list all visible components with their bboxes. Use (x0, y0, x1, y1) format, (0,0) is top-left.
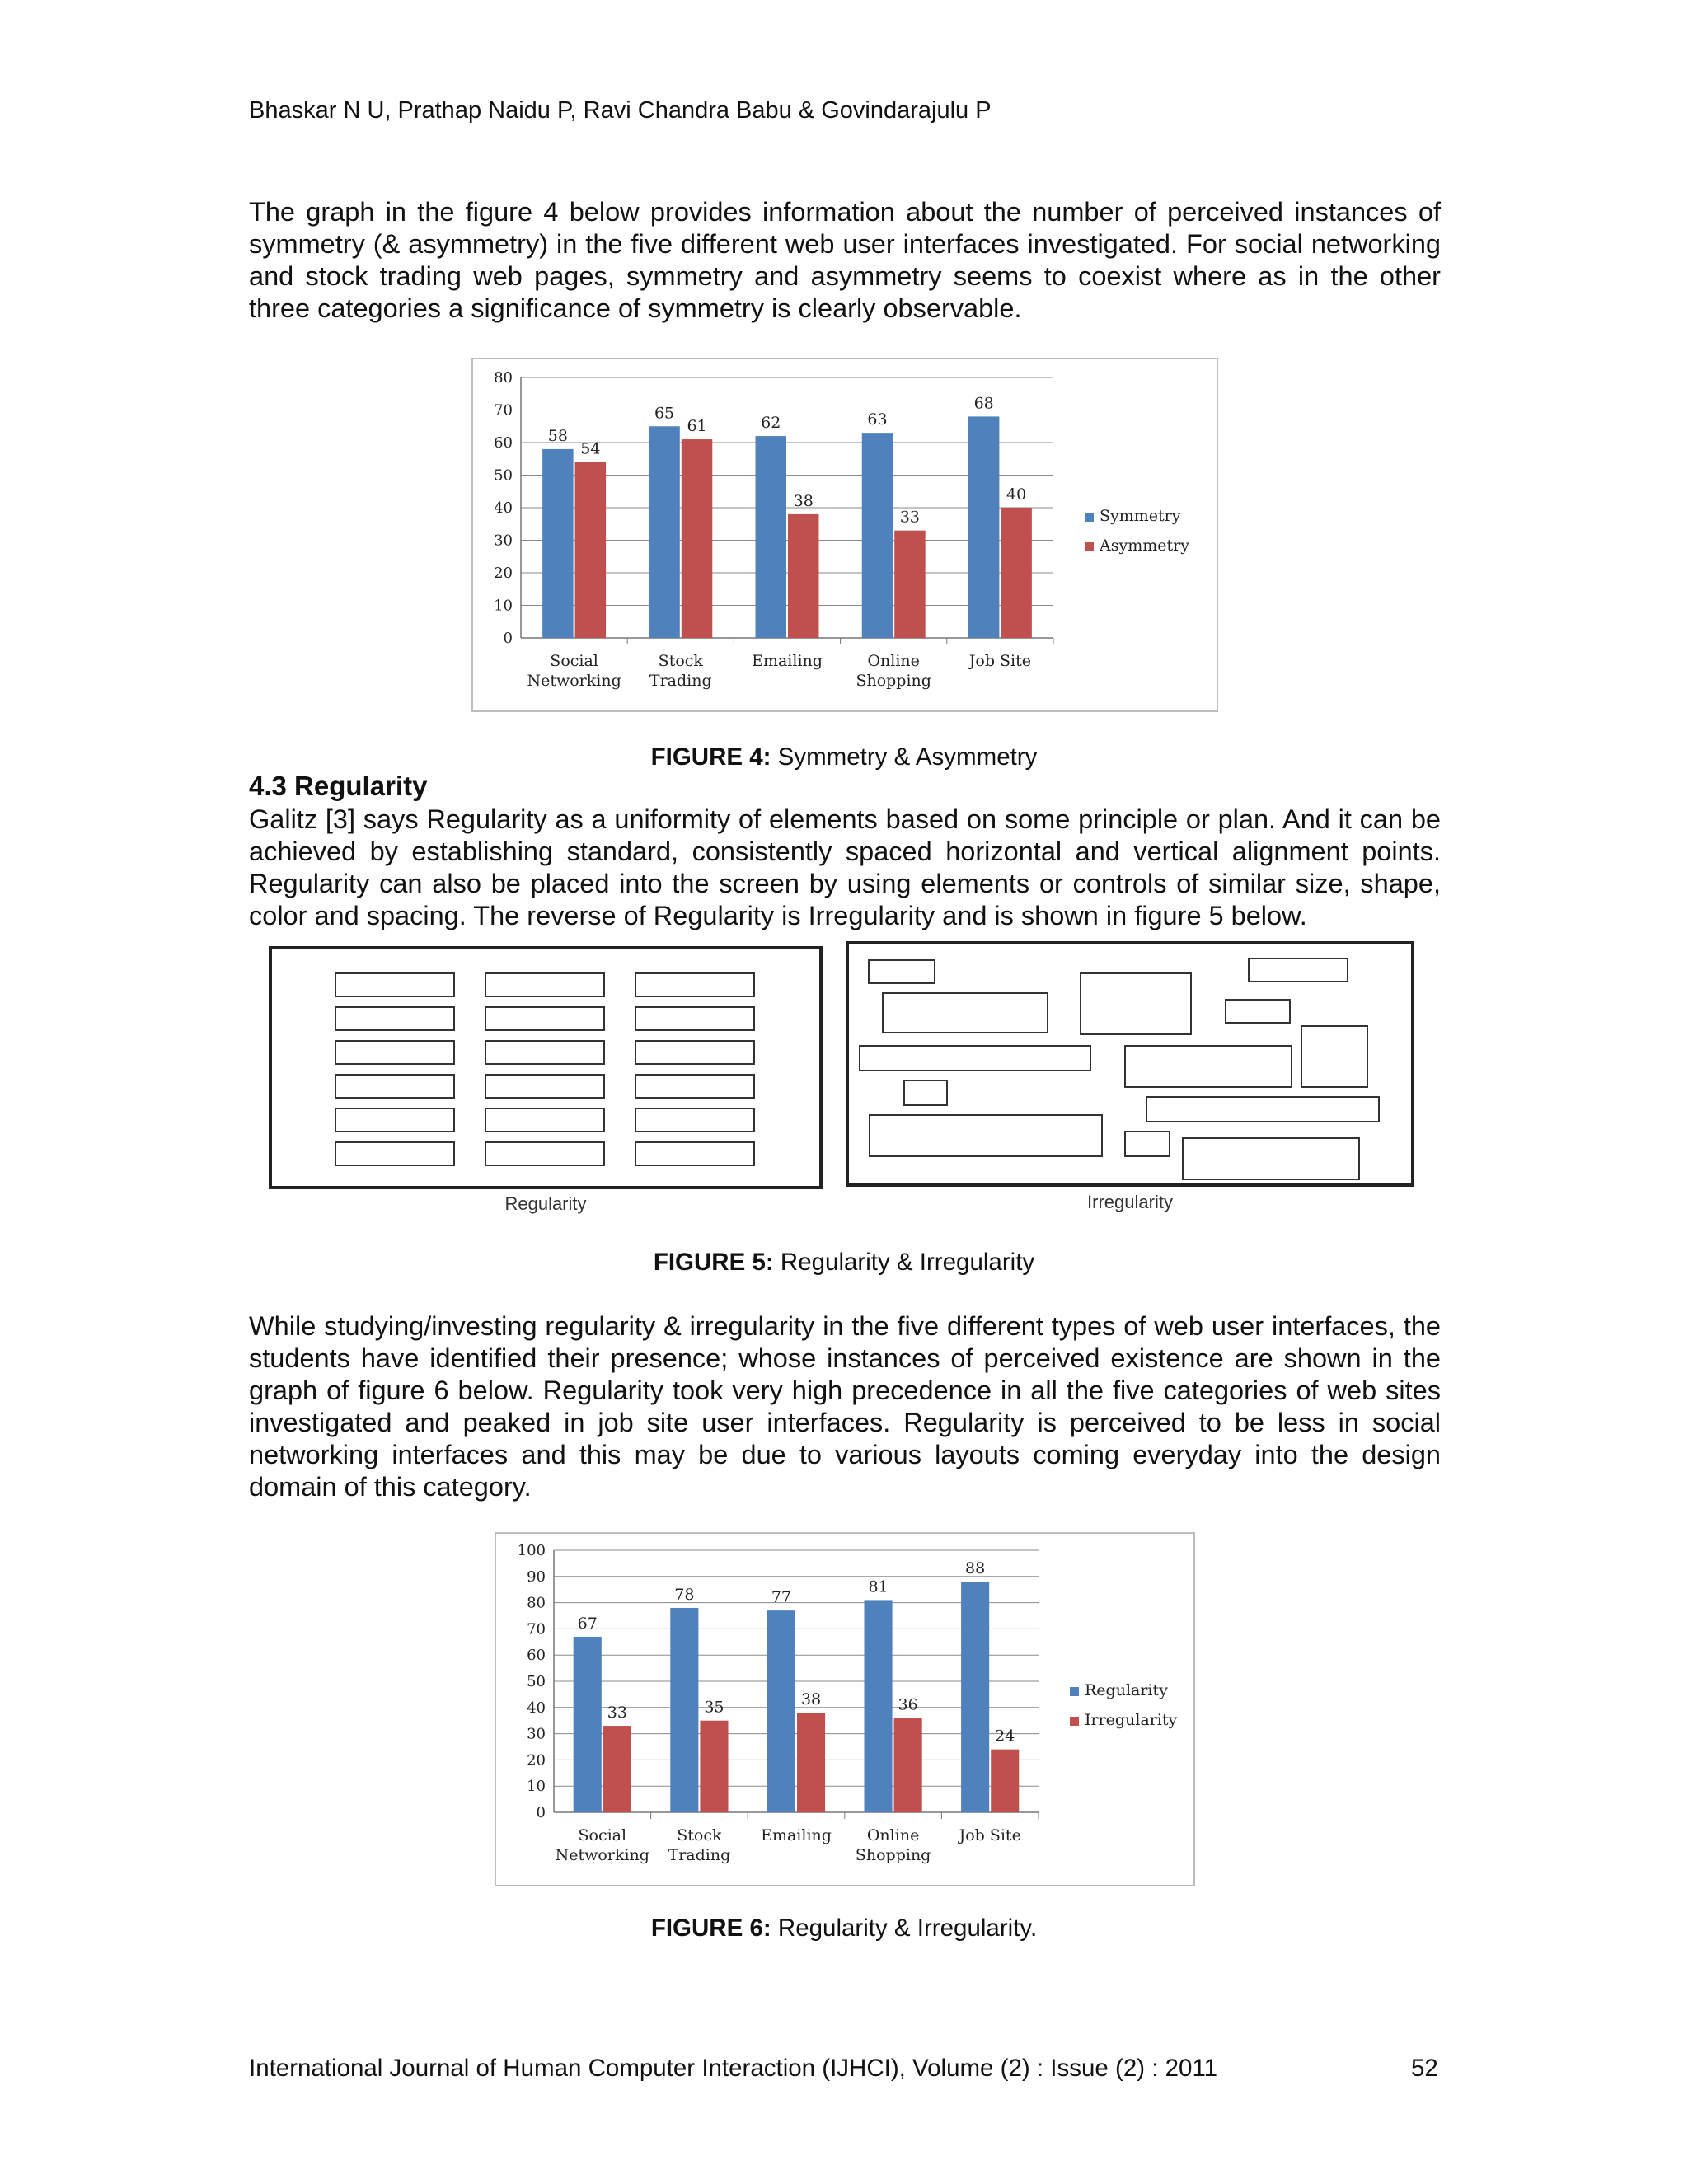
bar-regularity (670, 1608, 698, 1812)
regularity-layout-diagram (269, 946, 823, 1189)
irregularity-layout-diagram (846, 941, 1414, 1187)
irregular-block (1301, 1025, 1368, 1088)
x-tick-label: Social (578, 1826, 627, 1844)
y-tick-label: 60 (494, 434, 513, 452)
regular-block (635, 1108, 755, 1132)
bar-asymmetry (1001, 508, 1031, 638)
legend-swatch (1085, 542, 1094, 551)
legend-label: Asymmetry (1100, 537, 1189, 555)
data-label: 33 (899, 508, 921, 527)
regular-block (335, 1006, 455, 1031)
bar-symmetry (542, 449, 573, 638)
irregular-block (1248, 958, 1348, 982)
bar-symmetry (756, 436, 786, 638)
figure-6-caption (0, 1915, 1688, 1943)
x-tick-label: Emailing (752, 652, 823, 670)
legend-swatch (1070, 1687, 1079, 1696)
paragraph-figure6-intro: While studying/investing regularity & irregularity in the five different types of web user interfaces, the students have identified their presence; whose instances of perceived existence are shown in the graph of figure 6 below. Regularity took very high precedence in all the five categories of web sites investigated and peaked in job site user interfaces. Regularity is perceived to be less in social networking interfaces and this may be due to various layouts coming everyday into the design domain of this category. (249, 1311, 1441, 1502)
y-tick-label: 20 (494, 565, 513, 582)
legend-swatch (1085, 513, 1094, 522)
irregular-block (859, 1045, 1091, 1071)
figure-5-caption-text: Regularity & Irregularity (773, 1249, 1035, 1276)
bar-symmetry (968, 416, 999, 638)
legend-label: Regularity (1085, 1681, 1168, 1699)
irregular-block (868, 959, 935, 984)
figure-6-caption-label: FIGURE 6: (650, 1915, 771, 1942)
data-label: 62 (761, 414, 781, 433)
section-heading: 4.3 Regularity (249, 771, 428, 801)
y-tick-label: 40 (527, 1699, 546, 1717)
irregular-block (1225, 999, 1291, 1024)
x-tick-label: Shopping (856, 672, 931, 690)
bar-irregularity (991, 1750, 1019, 1812)
regular-block (635, 972, 755, 997)
data-label: 38 (800, 1690, 822, 1709)
regular-block (635, 1006, 755, 1031)
regular-block (485, 1108, 605, 1132)
irregular-block (1124, 1131, 1170, 1157)
x-tick-label: Shopping (855, 1846, 931, 1864)
y-tick-label: 40 (494, 499, 513, 517)
regular-block (485, 972, 605, 997)
bar-asymmetry (894, 531, 925, 638)
figure-4-caption-label: FIGURE 4: (650, 743, 771, 771)
figure-4-chart (471, 358, 1218, 712)
bar-symmetry (649, 426, 679, 638)
data-label: 24 (995, 1727, 1015, 1746)
irregular-block (869, 1114, 1103, 1157)
data-label: 40 (1006, 485, 1027, 504)
irregular-block (1182, 1137, 1360, 1180)
data-label: 33 (607, 1704, 627, 1722)
page-number: 52 (1411, 2055, 1438, 2082)
legend-label: Symmetry (1100, 507, 1181, 525)
data-label: 36 (898, 1695, 918, 1714)
regular-block (635, 1141, 755, 1166)
y-tick-label: 10 (527, 1778, 546, 1796)
symmetry-bar-chart (473, 359, 1217, 710)
regular-block (335, 1108, 455, 1132)
journal-footer: International Journal of Human Computer Interaction (IJHCI), Volume (2) : Issue (2) : 2011 (249, 2055, 1218, 2082)
irregular-block (882, 992, 1048, 1033)
figure-6-caption-text: Regularity & Irregularity. (771, 1915, 1038, 1942)
x-tick-label: Job Site (968, 652, 1032, 670)
y-tick-label: 100 (517, 1542, 546, 1559)
regular-block (335, 972, 455, 997)
y-tick-label: 20 (527, 1751, 546, 1769)
x-tick-label: Networking (527, 672, 621, 690)
regular-block (485, 1141, 605, 1166)
regular-block (335, 1040, 455, 1065)
x-tick-label: Trading (668, 1846, 731, 1864)
irregular-block (1080, 972, 1192, 1035)
bar-asymmetry (575, 462, 606, 638)
data-label: 35 (704, 1698, 724, 1717)
regular-block (485, 1040, 605, 1065)
regular-block (335, 1074, 455, 1099)
x-tick-label: Online (866, 1826, 920, 1844)
bar-irregularity (603, 1726, 631, 1812)
regularity-label: Regularity (504, 1193, 587, 1214)
data-label: 77 (771, 1588, 792, 1607)
paragraph-figure4-intro: The graph in the figure 4 below provides information about the number of perceived instances of symmetry (& asymmetry) in the five different web user interfaces investigated. For social networking and stock trading web pages, symmetry and asymmetry seems to coexist where as in the other three categories a significance of symmetry is clearly observable. (249, 197, 1441, 323)
data-label: 65 (654, 404, 675, 423)
regularity-bar-chart (496, 1534, 1193, 1885)
figure-4-caption-text: Symmetry & Asymmetry (771, 743, 1038, 771)
regular-block (485, 1074, 605, 1099)
running-header: Bhaskar N U, Prathap Naidu P, Ravi Chandra Babu & Govindarajulu P (249, 97, 992, 124)
regular-block (635, 1074, 755, 1099)
bar-irregularity (797, 1713, 825, 1812)
y-tick-label: 70 (527, 1620, 546, 1638)
regular-block (485, 1006, 605, 1031)
y-tick-label: 0 (503, 630, 513, 647)
x-tick-label: Job Site (959, 1826, 1021, 1844)
y-tick-label: 10 (494, 597, 513, 615)
x-tick-label: Social (550, 652, 598, 670)
irregular-block (1146, 1096, 1380, 1122)
bar-regularity (767, 1610, 795, 1812)
y-tick-label: 30 (527, 1725, 546, 1743)
regular-block (635, 1040, 755, 1065)
data-label: 78 (674, 1585, 695, 1604)
figure-6-chart (495, 1532, 1195, 1886)
x-tick-label: Stock (677, 1826, 722, 1844)
y-tick-label: 80 (527, 1594, 546, 1612)
figure-4-caption (0, 743, 1688, 771)
y-tick-label: 0 (536, 1804, 546, 1821)
irregularity-label: Irregularity (1087, 1192, 1173, 1212)
bar-regularity (961, 1582, 989, 1812)
y-tick-label: 50 (494, 466, 513, 485)
legend-label: Irregularity (1085, 1711, 1178, 1729)
x-tick-label: Trading (649, 672, 712, 690)
data-label: 54 (580, 439, 601, 458)
bar-irregularity (700, 1721, 728, 1812)
x-tick-label: Emailing (761, 1826, 832, 1844)
x-tick-label: Online (867, 652, 920, 670)
data-label: 38 (793, 491, 814, 510)
irregular-block (1124, 1045, 1292, 1088)
figure-5-caption (0, 1249, 1688, 1277)
bar-regularity (864, 1600, 892, 1812)
figure-5-caption-label: FIGURE 5: (653, 1249, 774, 1276)
y-tick-label: 30 (494, 532, 513, 550)
data-label: 58 (547, 426, 568, 445)
data-label: 81 (868, 1577, 889, 1596)
regular-block (335, 1141, 455, 1166)
y-tick-label: 80 (494, 369, 513, 387)
y-tick-label: 60 (527, 1647, 546, 1665)
bar-asymmetry (788, 514, 818, 638)
data-label: 68 (973, 394, 994, 413)
bar-asymmetry (682, 439, 712, 638)
x-tick-label: Networking (555, 1846, 649, 1864)
paragraph-regularity: Galitz [3] says Regularity as a uniformity of elements based on some principle or plan. And it can be achieved by establishing standard, consistently spaced horizontal and vertical alignment points. Regularity can also be placed into the screen by using elements or controls of similar size, shape, color and spacing. The reverse of Regularity is Irregularity and is shown in figure 5 below. (249, 804, 1441, 930)
bar-symmetry (862, 433, 893, 638)
x-tick-label: Stock (658, 652, 703, 670)
data-label: 63 (867, 410, 888, 429)
y-tick-label: 90 (527, 1568, 546, 1586)
bar-regularity (574, 1637, 602, 1812)
y-tick-label: 70 (494, 401, 513, 419)
irregular-block (903, 1080, 948, 1106)
data-label: 67 (577, 1614, 598, 1633)
data-label: 88 (965, 1559, 986, 1578)
y-tick-label: 50 (527, 1673, 546, 1690)
bar-irregularity (894, 1718, 922, 1812)
legend-swatch (1070, 1717, 1079, 1726)
data-label: 61 (687, 417, 707, 436)
